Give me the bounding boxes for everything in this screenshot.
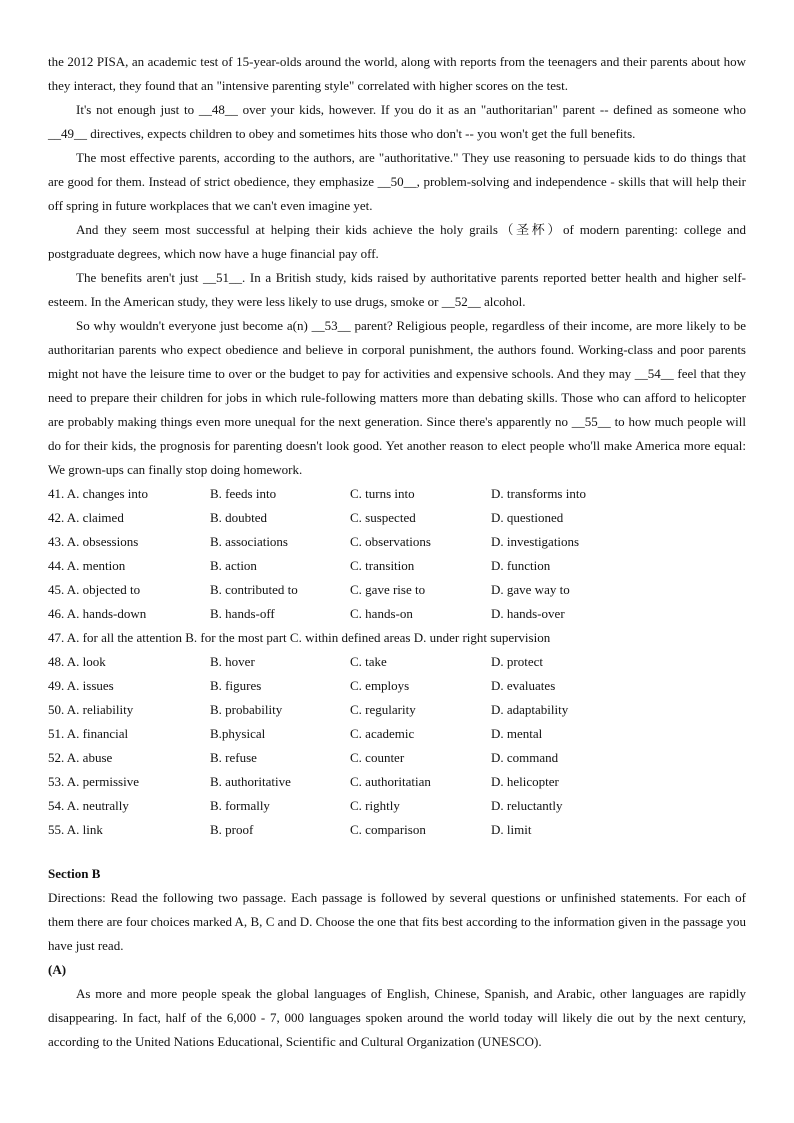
option-a: 54. A. neutrally [48, 798, 129, 813]
option-d: D. protect [491, 654, 543, 669]
option-b: B.physical [210, 726, 266, 741]
passage-a-paragraph-1: As more and more people speak the global languages of English, Chinese, Spanish, and Arabic, other languages are rapidly disappearing. In fact, half of the 6,000 - 7, 000 languages spoken around the world today will likely die out by the next century, according to the United Nations Educational, Scientific and Cultural Organization (UNESCO). [48, 986, 746, 1049]
option-a: 41. A. changes into [48, 486, 149, 501]
option-b: B. feeds into [210, 486, 277, 501]
option-d: D. adaptability [491, 702, 569, 717]
option-row-53 [48, 770, 746, 794]
passage-paragraph-1: the 2012 PISA, an academic test of 15-year-olds around the world, along with reports from the teenagers and their parents about how they interact, they found that an "intensive parenting style" correlated with higher scores on the test. [48, 54, 746, 93]
option-row-47 [48, 626, 746, 650]
option-d: D. transforms into [491, 486, 586, 501]
option-d: D. mental [491, 726, 543, 741]
option-c: C. gave rise to [350, 582, 426, 597]
option-d: D. function [491, 558, 551, 573]
option-a: 52. A. abuse [48, 750, 113, 765]
option-b: B. figures [210, 678, 262, 693]
option-c: C. employs [350, 678, 410, 693]
document-page [48, 50, 746, 1054]
option-a: 44. A. mention [48, 558, 126, 573]
passage-paragraph-2: It's not enough just to __48__ over your kids, however. If you do it as an "authoritarian" parent -- defined as someone who __49__ directives, expects children to obey and sometimes hits those who don't -- you won't get the full benefits. [48, 102, 746, 141]
section-gap [48, 842, 746, 862]
passage-paragraph-6: So why wouldn't everyone just become a(n) __53__ parent? Religious people, regardless of their income, are more likely to be authoritarian parents who expect obedience and believe in corporal punishment, the authors found. Working-class and poor parents might not have the leisure time to over or the budget to pay for activities and expensive schools. And they may __54__ feel that they need to prepare their children for jobs in which rule-following matters more than debating skills. Those who can afford to helicopter are probably making things even more unequal for the next generation. Since there's apparently no __55__ to how much people will do for their kids, the prognosis for parenting doesn't look good. Yet another reason to elect people who'll make America more equal: We grown-ups can finally stop doing homework. [48, 318, 746, 477]
option-row-46 [48, 602, 746, 626]
option-row-48 [48, 650, 746, 674]
option-c: C. authoritatian [350, 774, 431, 789]
option-row-50 [48, 698, 746, 722]
option-b: B. probability [210, 702, 283, 717]
option-d: D. questioned [491, 510, 564, 525]
passage-paragraph-3: The most effective parents, according to the authors, are "authoritative." They use reasoning to persuade kids to do things that are good for them. Instead of strict obedience, they emphasize __50__, problem-solving and independence - skills that will help their off spring in future workplaces that we can't even imagine yet. [48, 150, 746, 213]
option-a: 51. A. financial [48, 726, 129, 741]
option-row-52 [48, 746, 746, 770]
option-d: D. reluctantly [491, 798, 563, 813]
option-d: D. command [491, 750, 559, 765]
passage-a-label: (A) [48, 962, 67, 977]
option-c: C. counter [350, 750, 405, 765]
option-d: D. gave way to [491, 582, 570, 597]
option-a: 50. A. reliability [48, 702, 134, 717]
option-b: B. hover [210, 654, 255, 669]
option-row-54 [48, 794, 746, 818]
option-d: D. limit [491, 822, 532, 837]
option-row-42 [48, 506, 746, 530]
option-row-51 [48, 722, 746, 746]
option-a: 48. A. look [48, 654, 106, 669]
option-b: B. action [210, 558, 257, 573]
option-row-44 [48, 554, 746, 578]
section-b-title: Section B [48, 866, 101, 881]
option-b: B. refuse [210, 750, 257, 765]
option-c: C. observations [350, 534, 431, 549]
option-b: B. authoritative [210, 774, 291, 789]
option-d: D. evaluates [491, 678, 556, 693]
option-a: 46. A. hands-down [48, 606, 147, 621]
option-b: B. hands-off [210, 606, 275, 621]
option-c: C. take [350, 654, 387, 669]
options-list [48, 482, 746, 842]
option-a: 43. A. obsessions [48, 534, 139, 549]
option-b: B. associations [210, 534, 288, 549]
option-a: 42. A. claimed [48, 510, 124, 525]
option-b: B. doubted [210, 510, 268, 525]
option-c: C. academic [350, 726, 415, 741]
option-d: D. helicopter [491, 774, 559, 789]
option-c: C. turns into [350, 486, 415, 501]
option-c: C. hands-on [350, 606, 413, 621]
passage-paragraph-4: And they seem most successful at helping their kids achieve the holy grails（圣杯）of modern parenting: college and postgraduate degrees, which now have a huge financial pay off. [48, 222, 746, 261]
option-row-41 [48, 482, 746, 506]
option-c: C. comparison [350, 822, 426, 837]
option-b: B. contributed to [210, 582, 298, 597]
option-row-49 [48, 674, 746, 698]
option-c: C. regularity [350, 702, 416, 717]
passage-paragraph-5: The benefits aren't just __51__. In a British study, kids raised by authoritative parents reported better health and higher self-esteem. In the American study, they were less likely to use drugs, smoke or __52__ alcohol. [48, 270, 746, 309]
option-line-47: 47. A. for all the attention B. for the most part C. within defined areas D. under right supervision [48, 630, 551, 645]
option-row-45 [48, 578, 746, 602]
option-row-55 [48, 818, 746, 842]
option-c: C. transition [350, 558, 415, 573]
option-b: B. formally [210, 798, 270, 813]
option-c: C. suspected [350, 510, 416, 525]
option-a: 45. A. objected to [48, 582, 141, 597]
option-a: 53. A. permissive [48, 774, 139, 789]
option-b: B. proof [210, 822, 254, 837]
section-b-directions: Directions: Read the following two passage. Each passage is followed by several questions or unfinished statements. For each of them there are four choices marked A, B, C and D. Choose the one that fits best according to the information given in the passage you have just read. [48, 890, 746, 953]
option-row-43 [48, 530, 746, 554]
option-a: 49. A. issues [48, 678, 114, 693]
option-c: C. rightly [350, 798, 400, 813]
option-a: 55. A. link [48, 822, 103, 837]
option-d: D. hands-over [491, 606, 565, 621]
option-d: D. investigations [491, 534, 580, 549]
